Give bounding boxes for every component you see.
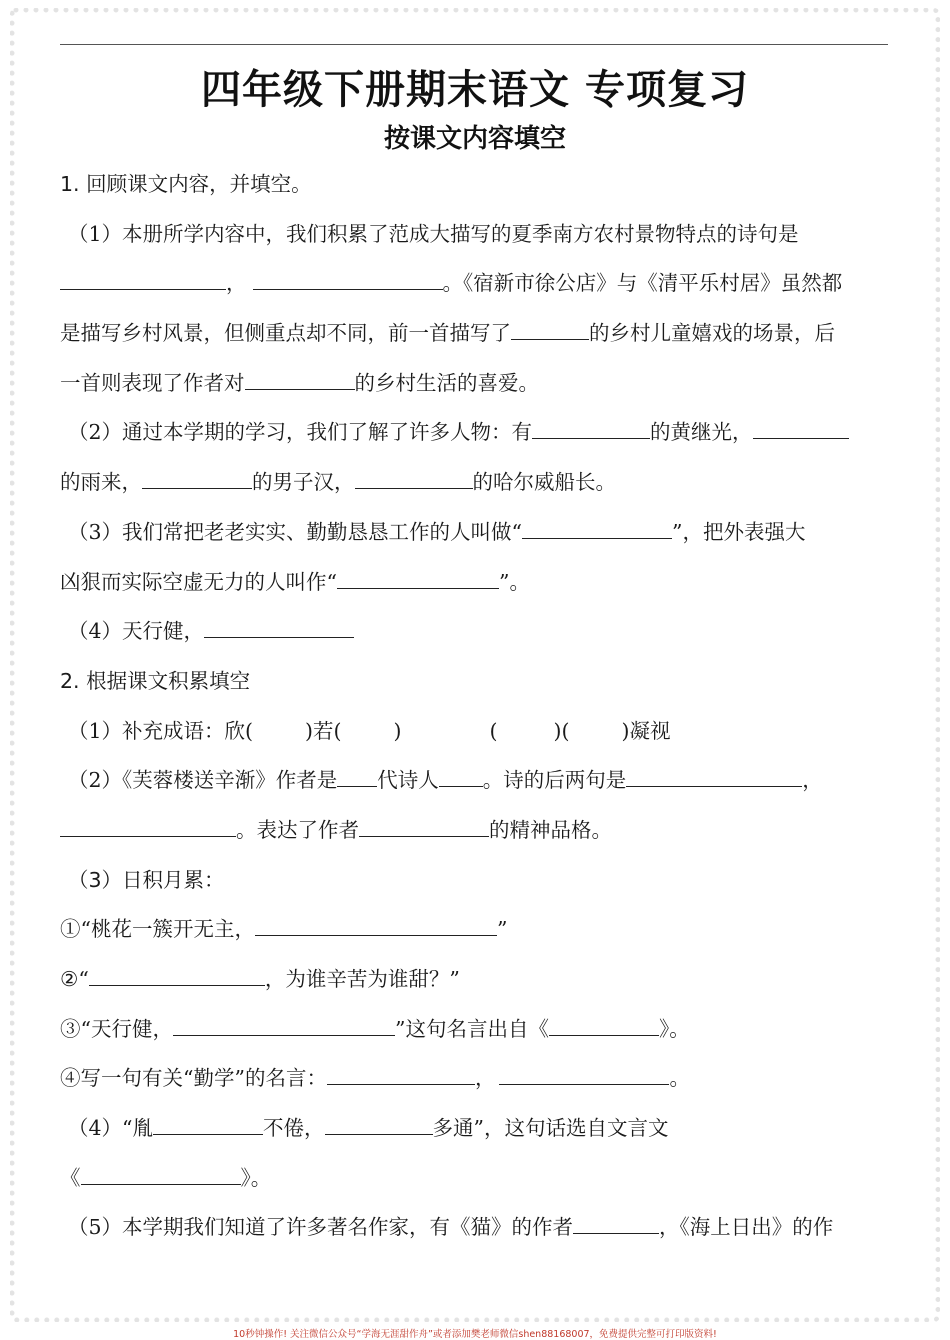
answer-blank[interactable] xyxy=(549,1015,659,1036)
text: 的黄继光， xyxy=(650,420,753,445)
answer-blank[interactable] xyxy=(499,1064,669,1085)
q2-item-1 xyxy=(60,717,888,767)
answer-blank[interactable] xyxy=(753,418,849,439)
header-rule xyxy=(60,44,888,45)
answer-blank[interactable] xyxy=(337,766,377,787)
text: ，为谁辛苦为谁甜？” xyxy=(264,967,460,991)
text: 多通”，这句话选自文言文 xyxy=(432,1116,669,1141)
answer-blank[interactable] xyxy=(81,1164,241,1185)
answer-blank[interactable] xyxy=(573,1213,659,1234)
text: 凶狠而实际空虚无力的人叫作“ xyxy=(60,569,337,594)
text: )若( xyxy=(305,718,342,743)
q1-item-1-line-4 xyxy=(60,369,888,419)
answer-blank[interactable] xyxy=(245,369,355,390)
text: 。 xyxy=(669,1066,690,1091)
text: ” xyxy=(496,917,508,942)
text: 《 xyxy=(60,1165,81,1190)
text: 》。 xyxy=(658,1016,690,1041)
answer-blank[interactable] xyxy=(253,269,443,290)
text: ”这句名言出自《 xyxy=(394,1016,549,1041)
q2-item-4-line-1 xyxy=(60,1114,888,1164)
q2-item-2-line-1 xyxy=(60,766,888,816)
q1-item-4 xyxy=(60,617,888,667)
q2-item-3-c xyxy=(60,1015,888,1065)
text: 的乡村儿童嬉戏的场景，后 xyxy=(589,321,835,346)
answer-blank[interactable] xyxy=(142,468,252,489)
text: 代诗人 xyxy=(377,768,439,793)
answer-blank[interactable] xyxy=(60,816,236,837)
answer-blank[interactable] xyxy=(173,1015,395,1036)
q1-item-1-line-2 xyxy=(60,269,888,319)
text: （3）我们常把老老实实、勤勤恳恳工作的人叫做“ xyxy=(68,519,523,544)
q1-item-1-line-1 xyxy=(60,220,888,270)
answer-blank[interactable] xyxy=(355,468,473,489)
text: 是描写乡村风景，但侧重点却不同，前一首描写了 xyxy=(60,321,511,346)
text: （4）“胤 xyxy=(68,1116,154,1141)
answer-blank[interactable] xyxy=(153,1114,263,1135)
answer-blank[interactable] xyxy=(522,518,672,539)
q1-item-3-line-2 xyxy=(60,568,888,618)
text: （1）本册所学内容中，我们积累了范成大描写的夏季南方农村景物特点的诗句是 xyxy=(68,221,799,246)
q1-item-2-line-2 xyxy=(60,468,888,518)
answer-blank[interactable] xyxy=(626,766,802,787)
text: ”，把外表强大 xyxy=(672,519,806,544)
text: 的男子汉， xyxy=(252,470,355,495)
text: ， xyxy=(802,768,823,793)
text: （2）通过本学期的学习，我们了解了许多人物：有 xyxy=(68,420,533,445)
answer-blank[interactable] xyxy=(337,568,499,589)
text: （1）补充成语：欣( xyxy=(68,718,254,743)
q2-item-3-d xyxy=(60,1064,888,1114)
text: ”。 xyxy=(498,569,530,594)
text: ④写一句有关“勤学”的名言： xyxy=(60,1066,327,1091)
answer-blank[interactable] xyxy=(511,319,589,340)
q1-item-1-line-3 xyxy=(60,319,888,369)
text: ③“天行健， xyxy=(60,1016,173,1041)
q1-item-2-line-1 xyxy=(60,418,888,468)
text: ) xyxy=(393,718,402,743)
text: ②“ xyxy=(60,967,89,991)
text: 的雨来， xyxy=(60,470,142,495)
text: （4）天行健， xyxy=(68,619,205,644)
text: ( xyxy=(489,718,498,743)
q2-item-3-heading: （3）日积月累： xyxy=(68,867,225,892)
text: 不倦， xyxy=(263,1116,325,1141)
page-subtitle: 按课文内容填空 xyxy=(383,124,566,154)
worksheet-body xyxy=(60,170,888,1263)
question-1-heading: 1. 回顾课文内容，并填空。 xyxy=(60,172,312,196)
question-2-heading: 2. 根据课文积累填空 xyxy=(60,668,251,693)
answer-blank[interactable] xyxy=(204,617,354,638)
text: 。诗的后两句是 xyxy=(482,768,627,793)
q2-item-5 xyxy=(60,1213,888,1263)
text: 。《宿新市徐公店》与《清平乐村居》虽然都 xyxy=(442,271,843,296)
answer-blank[interactable] xyxy=(325,1114,433,1135)
answer-blank[interactable] xyxy=(255,915,497,936)
answer-blank[interactable] xyxy=(532,418,650,439)
answer-blank[interactable] xyxy=(60,269,226,290)
q2-item-3-b xyxy=(60,965,888,1015)
text: 一首则表现了作者对 xyxy=(60,370,245,395)
q2-item-4-line-2 xyxy=(60,1164,888,1214)
text: 》。 xyxy=(240,1165,272,1190)
answer-blank[interactable] xyxy=(327,1064,475,1085)
text: 的乡村生活的喜爱。 xyxy=(354,370,539,395)
text: )( xyxy=(553,718,570,743)
text: （2）《芙蓉楼送辛渐》作者是 xyxy=(68,768,338,793)
q2-item-3-a xyxy=(60,915,888,965)
text: 的哈尔威船长。 xyxy=(472,470,616,495)
answer-blank[interactable] xyxy=(359,816,489,837)
q2-item-2-line-2 xyxy=(60,816,888,866)
text: ， xyxy=(226,271,247,296)
text: 。表达了作者 xyxy=(236,817,359,842)
page-title: 四年级下册期末语文 专项复习 xyxy=(201,67,749,113)
text: ， xyxy=(474,1066,496,1091)
text: ①“桃花一簇开无主， xyxy=(60,917,255,942)
answer-blank[interactable] xyxy=(89,965,265,986)
footer-notice: 10秒钟操作! 关注微信公众号“学海无涯甜作舟”或者添加樊老师微信shen88168007，免费提供完整可打印版资料! xyxy=(233,1329,717,1340)
text: 的精神品格。 xyxy=(489,817,612,842)
text: )凝视 xyxy=(621,718,671,743)
q1-item-3-line-1 xyxy=(60,518,888,568)
text: ，《海上日出》的作 xyxy=(659,1215,834,1240)
text: （5）本学期我们知道了许多著名作家，有《猫》的作者 xyxy=(68,1215,574,1240)
answer-blank[interactable] xyxy=(439,766,483,787)
